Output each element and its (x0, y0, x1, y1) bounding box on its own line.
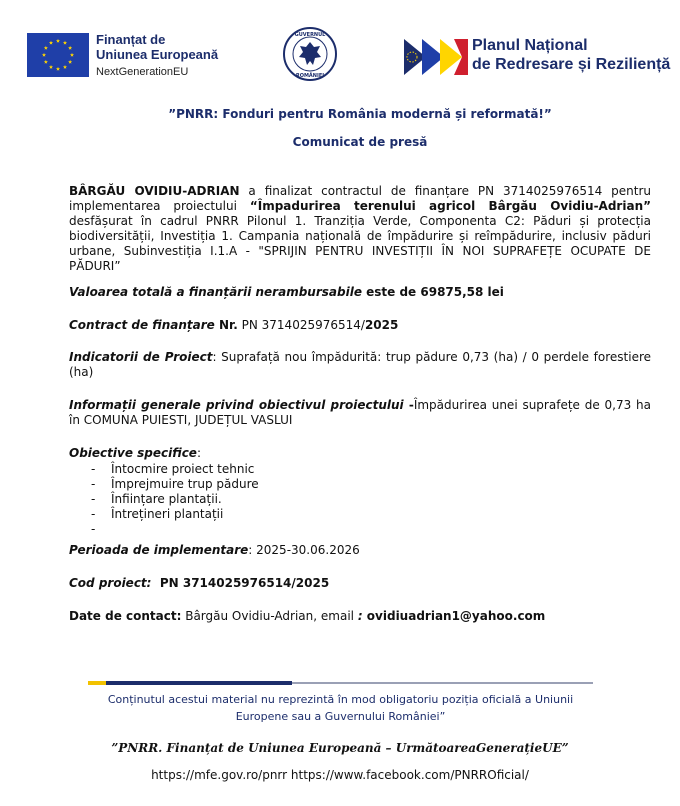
project-code (69, 576, 651, 591)
contract-nr: Nr. (214, 318, 238, 332)
eu-label-line2: Uniunea Europeană (96, 47, 219, 62)
period-label: Perioada de implementare (69, 543, 249, 557)
specific-objectives (69, 446, 651, 537)
contact-label: Date de contact: (69, 609, 182, 623)
general-info-sep: - (403, 398, 414, 412)
pnrr-title-line2: de Redresare și Reziliență (472, 56, 671, 73)
contract-info (69, 318, 651, 333)
project-name: “Împadurirea terenului agricol Bârgău Ovidiu-Adrian” (249, 199, 651, 213)
subtitle: ”PNRR: Fonduri pentru România modernă și reformată!” (168, 107, 552, 121)
eu-flag-icon (27, 33, 89, 77)
seal-text-bottom: ROMÂNIEI (295, 73, 325, 79)
intro-text1: a finalizat contractul de finanțare PN 3714025976514 pentru implementarea proiectului (69, 184, 651, 213)
header (0, 0, 680, 100)
list-item: - Întocmire proiect tehnic (91, 462, 255, 476)
general-info-text: Împădurirea unei suprafețe de 0,73 ha în COMUNA PUIESTI, JUDEȚUL VASLUI (69, 398, 651, 427)
general-info-label: Informații generale privind obiectivul proiectului (69, 398, 404, 412)
pnrr-title (472, 36, 670, 74)
contract-year: 2025 (364, 318, 399, 332)
list-item: - Înființare plantații. (91, 492, 222, 506)
objectives-label: Obiective specifice (69, 446, 197, 460)
pnrr-title-line1: Planul Național (472, 37, 588, 54)
contact-text: Bârgău Ovidiu-Adrian, email (181, 609, 358, 623)
list-item: - Împrejmuire trup pădure (91, 477, 259, 491)
pnrr-logo-icon (404, 37, 468, 77)
disclaimer-line1: Conținutul acestui material nu reprezintă în mod obligatoriu poziția oficială a Uniunii (107, 693, 574, 706)
beneficiary-name: BÂRGĂU OVIDIU-ADRIAN (69, 184, 240, 198)
objectives-empty-dash: - (91, 522, 96, 536)
list-item: - Întrețineri plantații (91, 507, 224, 521)
footer-links: https://mfe.gov.ro/pnrr https://www.facebook.com/PNRROficial/ (151, 768, 529, 782)
eu-label-line1: Finanțat de (96, 32, 166, 47)
implementation-period (69, 543, 651, 558)
contact-email: ovidiuadrian1@yahoo.com (366, 609, 546, 623)
footer-motto: ”PNRR. Finanțat de Uniunea Europeană – UrmătoareaGenerațieUE” (111, 741, 569, 755)
eu-label-line3: NextGenerationEU (96, 66, 189, 78)
period-text: : 2025-30.06.2026 (248, 543, 360, 557)
total-funding (69, 285, 651, 300)
footer-divider (88, 681, 593, 685)
eu-funding-label (96, 32, 218, 80)
project-indicators (69, 350, 651, 380)
contact-colon: : (357, 609, 367, 623)
contract-label: Contract de finanțare (69, 318, 215, 332)
cod-label: Cod proiect: (69, 576, 152, 590)
objectives-colon: : (196, 446, 201, 460)
total-funding-label: Valoarea totală a finanțării nerambursabile (69, 285, 362, 299)
disclaimer-line2: Europene sau a Guvernului României” (235, 710, 446, 723)
disclaimer (88, 691, 593, 725)
government-seal-icon (283, 27, 337, 81)
contract-number: PN 3714025976514/ (237, 318, 365, 332)
contact-info (69, 609, 651, 624)
press-release-title: Comunicat de presă (292, 135, 428, 149)
seal-text-top: GUVERNUL (294, 32, 326, 38)
indicators-text: : Suprafață nou împădurită: trup pădure 0,73 (ha) / 0 perdele forestiere (ha) (69, 350, 652, 379)
intro-paragraph (69, 184, 651, 274)
total-funding-value: este de 69875,58 lei (361, 285, 504, 299)
general-info (69, 398, 651, 428)
objectives-list (69, 462, 651, 522)
indicators-label: Indicatorii de Proiect (69, 350, 213, 364)
intro-text2: desfășurat în cadrul PNRR Pilonul 1. Tranziția Verde, Componenta C2: Păduri și protecția biodiversității, Investiția 1. Campania națională de împădurire și reîmpădurire, inclusiv păduri urbane, Subinvestiția I.1.A - "SPRIJIN PENTRU INVESTIȚII ÎN NOI SUPRAFEȚE OCUPATE DE PĂDURI” (69, 214, 651, 273)
cod-text: PN 3714025976514/2025 (151, 576, 330, 590)
